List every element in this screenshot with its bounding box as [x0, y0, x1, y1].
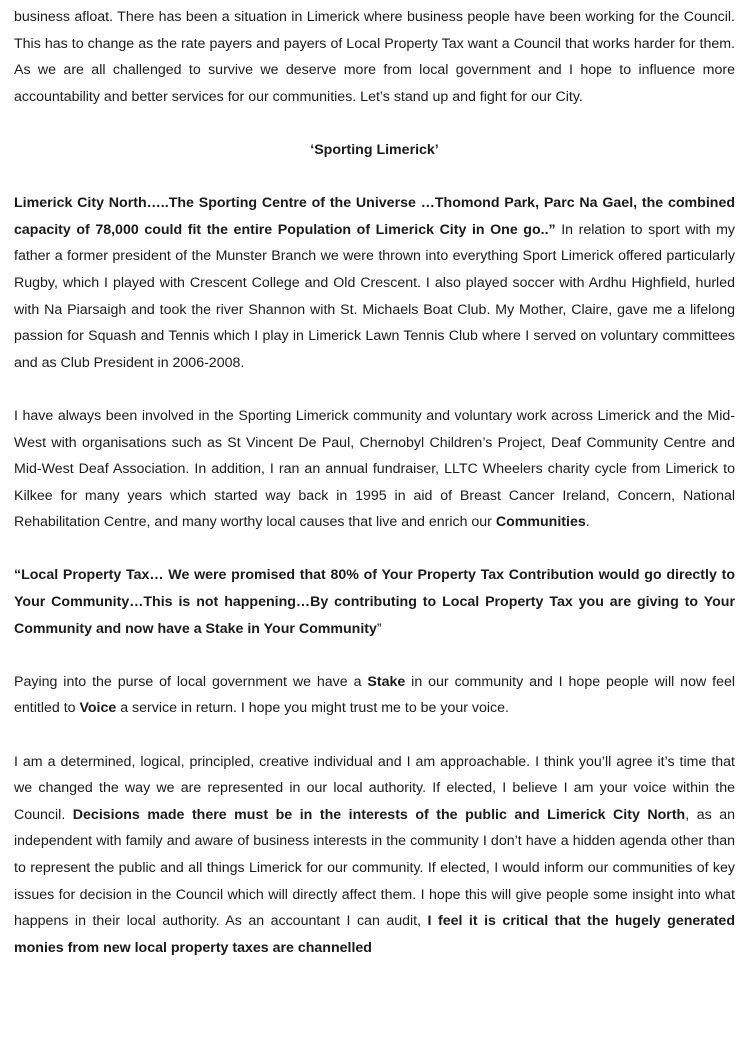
- bold-headline-sporting-centre: Limerick City North…..The Sporting Centre of the Universe …Thomond Park, Parc Na Gael, the combined capacity of 78,000 could fit the entire Population of Limerick City in One go..”: [14, 195, 735, 238]
- paragraph-property-tax-quote: [14, 562, 735, 642]
- bold-critical-monies: I feel it is critical that the hugely generated monies from new local property taxes are channelled: [14, 913, 735, 956]
- paragraph-candidate-statement: [14, 749, 735, 962]
- bold-stake: Stake: [367, 673, 406, 690]
- paragraph-business-afloat: business afloat. There has been a situation in Limerick where business people have been working for the Council. This has to change as the rate payers and payers of Local Property Tax want a Council that works harder for them. As we are all challenged to survive we deserve more from local government and I hope to influence more accountability and better services for our communities. Let’s stand up and fight for our City.: [14, 9, 735, 105]
- paragraph-voluntary-end: .: [585, 514, 590, 531]
- paragraph-voluntary-work: [14, 403, 735, 536]
- stake-text-1: Paying into the purse of local government we have a: [14, 673, 368, 690]
- candidate-text-1: I am a determined, logical, principled, creative individual and I am approachable. I think you’ll agree it’s time that we changed the way we are represented in our local authority. If elected, I believe I am your voice within the Council.: [14, 753, 735, 823]
- paragraph-stake-voice: [14, 669, 735, 722]
- bold-voice: Voice: [79, 700, 117, 717]
- quote-end: ”: [376, 620, 382, 637]
- paragraph-sporting-text: In relation to sport with my father a former president of the Munster Branch we were thrown into everything Sport Limerick offered particularly Rugby, which I played with Crescent College and Old Crescent. I also played soccer with Ardhu Highfield, hurled with Na Piarsaigh and took the river Shannon with St. Michaels Boat Club. My Mother, Claire, gave me a lifelong passion for Squash and Tennis which I play in Limerick Lawn Tennis Club where I served on voluntary committees and as Club President in 2006-2008.: [14, 221, 735, 371]
- candidate-text-2: , as an independent with family and aware of business interests in the community I don’t have a hidden agenda other than to represent the public and all things Limerick for our community. If elected, I would inform our communities of key issues for decision in the Council which will directly affect them. I hope this will give people some insight into what happens in their local authority. As an accountant I can audit,: [14, 806, 735, 930]
- paragraph-voluntary-text: I have always been involved in the Sporting Limerick community and voluntary work across Limerick and the Mid-West with organisations such as St Vincent De Paul, Chernobyl Children’s Project, Deaf Community Centre and Mid-West Deaf Association. In addition, I ran an annual fundraiser, LLTC Wheelers charity cycle from Limerick to Kilkee for many years which started way back in 1995 in aid of Breast Cancer Ireland, Concern, National Rehabilitation Centre, and many worthy local causes that live and enrich our: [14, 407, 735, 531]
- bold-communities: Communities: [495, 514, 586, 531]
- paragraph-sporting-centre: [14, 190, 735, 376]
- stake-text-3: a service in return. I hope you might trust me to be your voice.: [116, 700, 509, 717]
- section-title-sporting-limerick: ‘Sporting Limerick’: [310, 141, 439, 158]
- stake-text-2: in our community and I hope people will now feel entitled to: [14, 673, 735, 717]
- bold-property-tax-quote: “Local Property Tax… We were promised that 80% of Your Property Tax Contribution would go directly to Your Community…This is not happening…By contributing to Local Property Tax you are giving to Your Community and now have a Stake in Your Community: [14, 567, 735, 637]
- bold-decisions: Decisions made there must be in the interests of the public and Limerick City North: [72, 806, 686, 823]
